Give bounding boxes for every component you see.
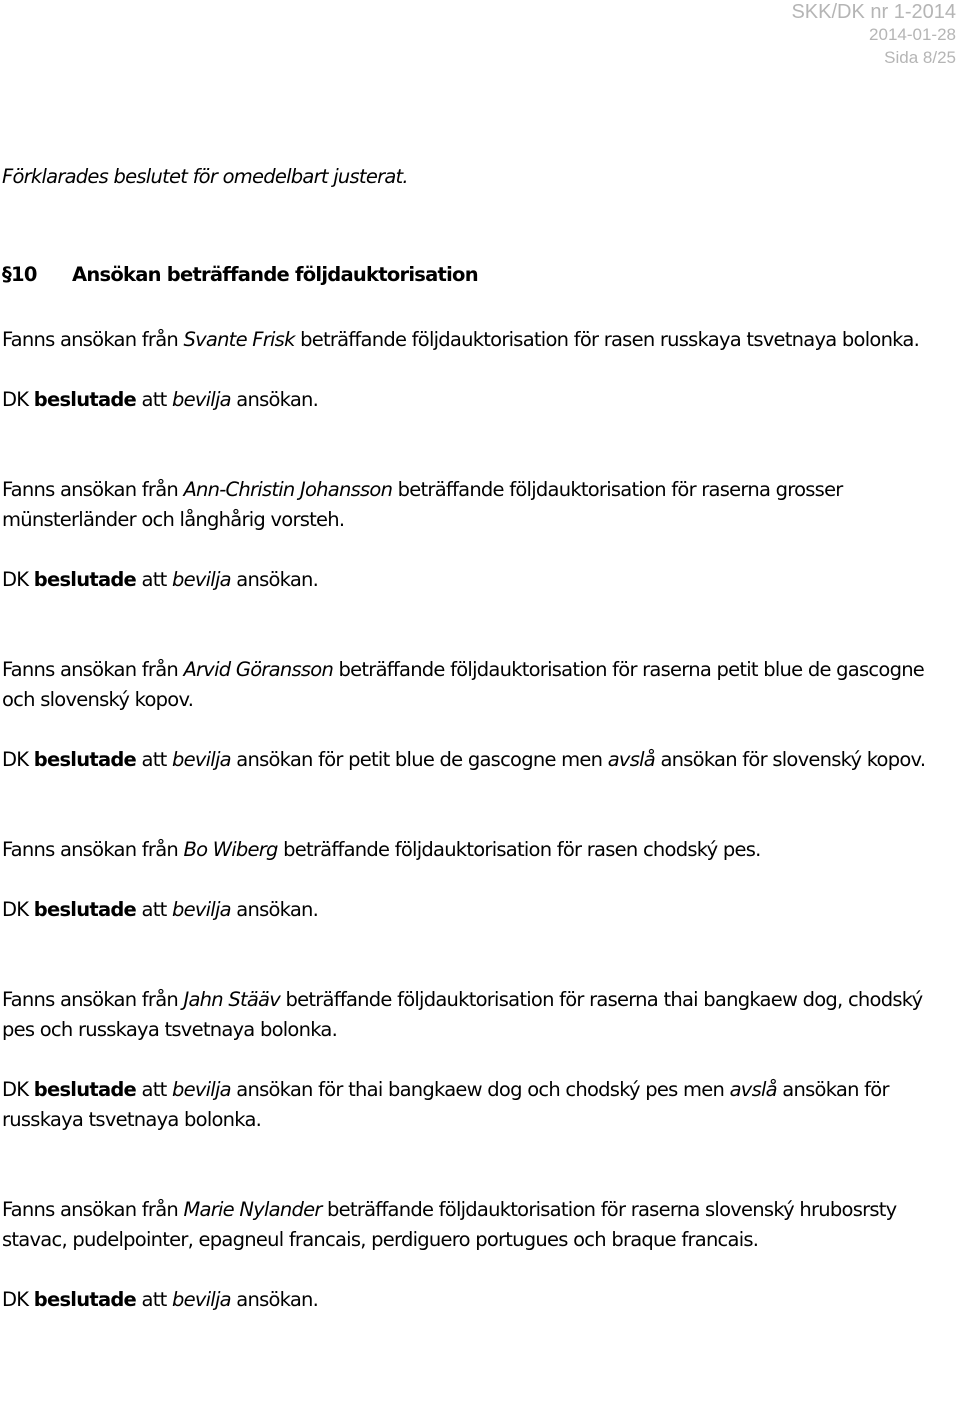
decision-outcome: bevilja — [171, 568, 231, 591]
decision-text: ansökan. — [230, 898, 319, 921]
applicant-name: Arvid Göransson — [183, 658, 334, 681]
intro-statement: Förklarades beslutet för omedelbart justerat. — [2, 165, 408, 188]
decision-text: att — [136, 748, 172, 771]
decision-outcome: bevilja — [171, 388, 231, 411]
decision-text: DK — [2, 1078, 34, 1101]
decision-outcome: bevilja — [171, 1078, 231, 1101]
decision-paragraph — [2, 895, 947, 925]
application-paragraph — [2, 985, 947, 1045]
application-text: Fanns ansökan från — [2, 838, 184, 861]
decision-text: att — [136, 388, 172, 411]
applicant-name: Jahn Stääv — [183, 988, 281, 1011]
decision-paragraph — [2, 1075, 947, 1135]
decision-paragraph — [2, 1285, 947, 1315]
document-date: 2014-01-28 — [869, 25, 956, 44]
decision-text: DK — [2, 748, 34, 771]
decision-text: att — [136, 1078, 172, 1101]
decision-text: ansökan för russkaya tsvetnaya bolonka. — [2, 1078, 889, 1131]
application-paragraph — [2, 655, 947, 715]
application-text: beträffande följdauktorisation för raserna slovenský hrubosrsty stavac, pudelpointer, epagneul francais, perdiguero portugues och braque francais. — [2, 1198, 897, 1251]
decision-verb: beslutade — [33, 748, 137, 771]
application-text: beträffande följdauktorisation för raserna thai bangkaew dog, chodský pes och russkaya tsvetnaya bolonka. — [2, 988, 923, 1041]
decision-text: att — [136, 1288, 172, 1311]
applicant-name: Ann-Christin Johansson — [183, 478, 393, 501]
application-text: Fanns ansökan från — [2, 328, 184, 351]
application-text: beträffande följdauktorisation för rasen chodský pes. — [277, 838, 761, 861]
page-header — [791, 0, 956, 69]
application-text: Fanns ansökan från — [2, 658, 184, 681]
decision-verb: beslutade — [33, 898, 137, 921]
applicant-name: Bo Wiberg — [183, 838, 278, 861]
decision-text: DK — [2, 898, 34, 921]
decision-verb: beslutade — [33, 1288, 137, 1311]
section-title: Ansökan beträffande följdauktorisation — [72, 263, 478, 286]
decision-text: ansökan. — [230, 1288, 319, 1311]
application-text: beträffande följdauktorisation för rasen russkaya tsvetnaya bolonka. — [294, 328, 920, 351]
decision-text: ansökan för slovenský kopov. — [655, 748, 926, 771]
application-text: Fanns ansökan från — [2, 988, 184, 1011]
decision-text: att — [136, 568, 172, 591]
application-text: beträffande följdauktorisation för raserna petit blue de gascogne och slovenský kopov. — [2, 658, 925, 711]
decision-text: ansökan för petit blue de gascogne men — [230, 748, 608, 771]
decision-text: ansökan. — [230, 568, 319, 591]
application-text: Fanns ansökan från — [2, 1198, 184, 1221]
decision-outcome: bevilja — [171, 898, 231, 921]
decision-text: ansökan. — [230, 388, 319, 411]
document-body — [2, 162, 947, 1315]
decision-text: att — [136, 898, 172, 921]
document-reference: SKK/DK nr 1-2014 — [791, 1, 956, 23]
decision-verb: beslutade — [33, 568, 137, 591]
decision-text: ansökan för thai bangkaew dog och chodský pes men — [230, 1078, 730, 1101]
decision-paragraph — [2, 745, 947, 775]
application-paragraph — [2, 475, 947, 535]
decision-outcome: bevilja — [171, 748, 231, 771]
application-paragraph — [2, 1195, 947, 1255]
application-paragraph — [2, 325, 947, 355]
decision-rejection: avslå — [607, 748, 655, 771]
decision-text: DK — [2, 1288, 34, 1311]
application-paragraph — [2, 835, 947, 865]
section-number: §10 — [2, 263, 37, 286]
section-heading — [2, 260, 947, 290]
application-text: beträffande följdauktorisation för raserna grosser münsterländer och långhårig vorsteh. — [2, 478, 843, 531]
page-number: Sida 8/25 — [884, 48, 956, 67]
decision-outcome: bevilja — [171, 1288, 231, 1311]
decision-paragraph — [2, 565, 947, 595]
decision-verb: beslutade — [33, 388, 137, 411]
decision-verb: beslutade — [33, 1078, 137, 1101]
decision-paragraph — [2, 385, 947, 415]
decision-text: DK — [2, 568, 34, 591]
decision-text: DK — [2, 388, 34, 411]
application-text: Fanns ansökan från — [2, 478, 184, 501]
applicant-name: Svante Frisk — [183, 328, 295, 351]
applicant-name: Marie Nylander — [183, 1198, 322, 1221]
decision-rejection: avslå — [729, 1078, 777, 1101]
